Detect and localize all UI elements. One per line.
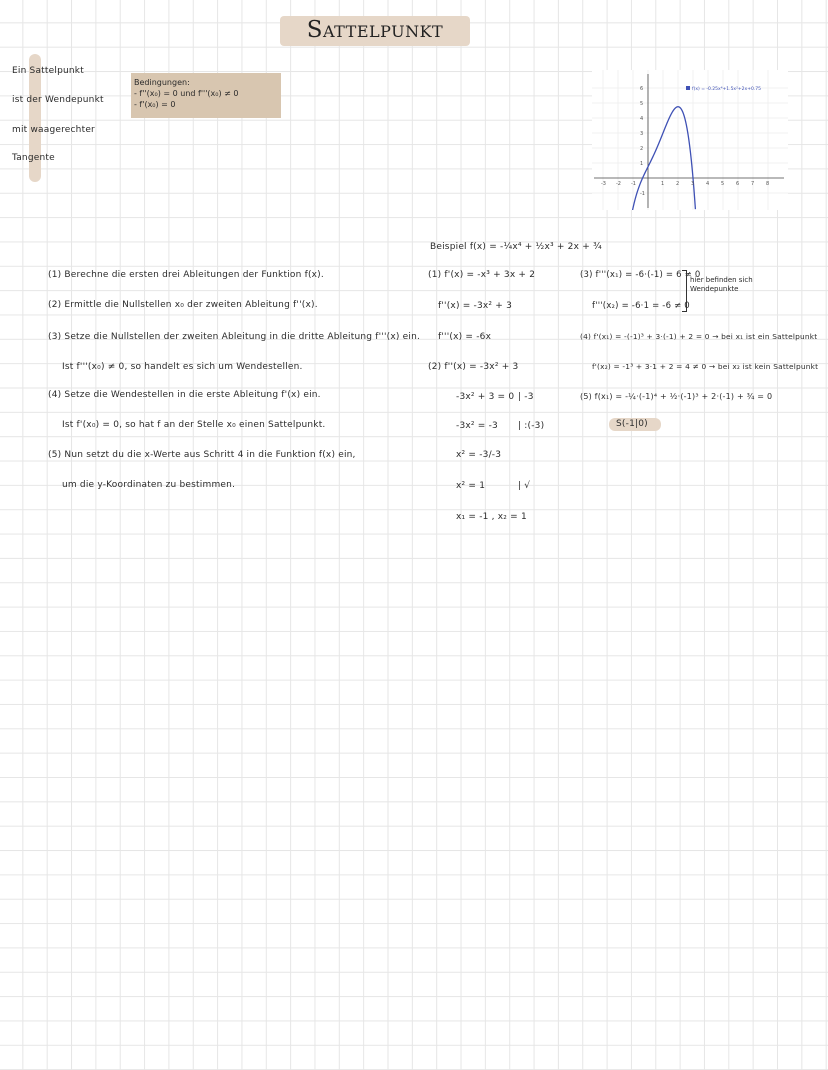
step-4: (4) Setze die Wendestellen in die erste Ableitung f'(x) ein. [48, 390, 321, 400]
y-tick-label: 2 [640, 146, 644, 152]
function-graph [592, 70, 788, 210]
equation-4: x² = 1 [456, 481, 486, 491]
step-3-note: Ist f'''(x₀) ≠ 0, so handelt es sich um Wendestellen. [62, 362, 303, 372]
operation-2: | :(-3) [518, 421, 545, 431]
x-tick-label: 8 [766, 181, 770, 187]
x-tick-label: 3 [691, 181, 695, 187]
first-derivative-x1: (4) f'(x₁) = -(-1)³ + 3·(-1) + 2 = 0 → bei x₁ ist ein Sattelpunkt [580, 332, 818, 341]
y-tick-label: 1 [640, 161, 644, 167]
x-tick-label: 6 [736, 181, 740, 187]
first-derivative-x2: f'(x₂) = -1³ + 3·1 + 2 = 4 ≠ 0 → bei x₂ ist kein Sattelpunkt [592, 362, 819, 371]
graph-legend: f(x) = -0.25x⁴+1.5x²+2x+0.75 [692, 87, 761, 92]
equation-2: -3x² = -3 [456, 421, 498, 431]
step-1: (1) Berechne die ersten drei Ableitungen der Funktion f(x). [48, 270, 324, 280]
third-derivative-x2: f'''(x₂) = -6·1 = -6 ≠ 0 [592, 301, 690, 311]
x-tick-label: 5 [721, 181, 725, 187]
definition-line-2: ist der Wendepunkt [12, 95, 104, 105]
step-5-note: um die y-Koordinaten zu bestimmen. [62, 480, 236, 490]
equation-3: x² = -3/-3 [456, 450, 502, 460]
y-tick-label: 3 [640, 131, 644, 137]
page-title: Sattelpunkt [306, 17, 444, 43]
definition-line-1: Ein Sattelpunkt [12, 66, 84, 76]
x-tick-label: 4 [706, 181, 710, 187]
operation-1: | -3 [518, 392, 534, 402]
x-tick-label: -2 [616, 181, 621, 187]
example-step-2: (2) f''(x) = -3x² + 3 [428, 362, 519, 372]
equation-1: -3x² + 3 = 0 [456, 392, 515, 402]
step-3: (3) Setze die Nullstellen der zweiten Ableitung in die dritte Ableitung f'''(x) ein. [48, 332, 421, 342]
roots: x₁ = -1 , x₂ = 1 [456, 512, 527, 522]
example-heading: Beispiel f(x) = -¼x⁴ + ½x³ + 2x + ¾ [430, 242, 602, 252]
saddle-point-result: S(-1|0) [616, 419, 648, 429]
y-tick-label: 5 [640, 101, 644, 107]
step-4-note: Ist f'(x₀) = 0, so hat f an der Stelle x₀ einen Sattelpunkt. [62, 420, 326, 430]
step-5: (5) Nun setzt du die x-Werte aus Schritt 4 in die Funktion f(x) ein, [48, 450, 356, 460]
x-tick-label: 1 [661, 181, 665, 187]
x-tick-label: 7 [751, 181, 755, 187]
step-2: (2) Ermittle die Nullstellen x₀ der zweiten Ableitung f''(x). [48, 300, 318, 310]
condition-2: - f'(x₀) = 0 [134, 100, 176, 109]
y-tick-label: 6 [640, 86, 644, 92]
example-derivative-2: f''(x) = -3x² + 3 [438, 301, 513, 311]
y-tick-label: 4 [640, 116, 644, 122]
condition-1: - f''(x₀) = 0 und f'''(x₀) ≠ 0 [134, 89, 239, 98]
x-tick-label: -1 [631, 181, 636, 187]
function-value-x1: (5) f(x₁) = -¼·(-1)⁴ + ½·(-1)³ + 2·(-1) + ¾ = 0 [580, 392, 773, 401]
third-derivative-x1: (3) f'''(x₁) = -6·(-1) = 6 ≠ 0 [580, 270, 701, 280]
note-line-1: hier befinden sich [690, 276, 753, 284]
definition-line-4: Tangente [12, 153, 55, 163]
definition-line-3: mit waagerechter [12, 125, 95, 135]
note-line-2: Wendepunkte [690, 285, 739, 293]
y-tick-label: -1 [640, 191, 645, 197]
example-derivative-1: (1) f'(x) = -x³ + 3x + 2 [428, 270, 536, 280]
x-tick-label: -3 [601, 181, 606, 187]
example-derivative-3: f'''(x) = -6x [438, 332, 492, 342]
x-tick-label: 2 [676, 181, 680, 187]
conditions-heading: Bedingungen: [134, 78, 190, 87]
operation-3: | √ [518, 481, 531, 491]
